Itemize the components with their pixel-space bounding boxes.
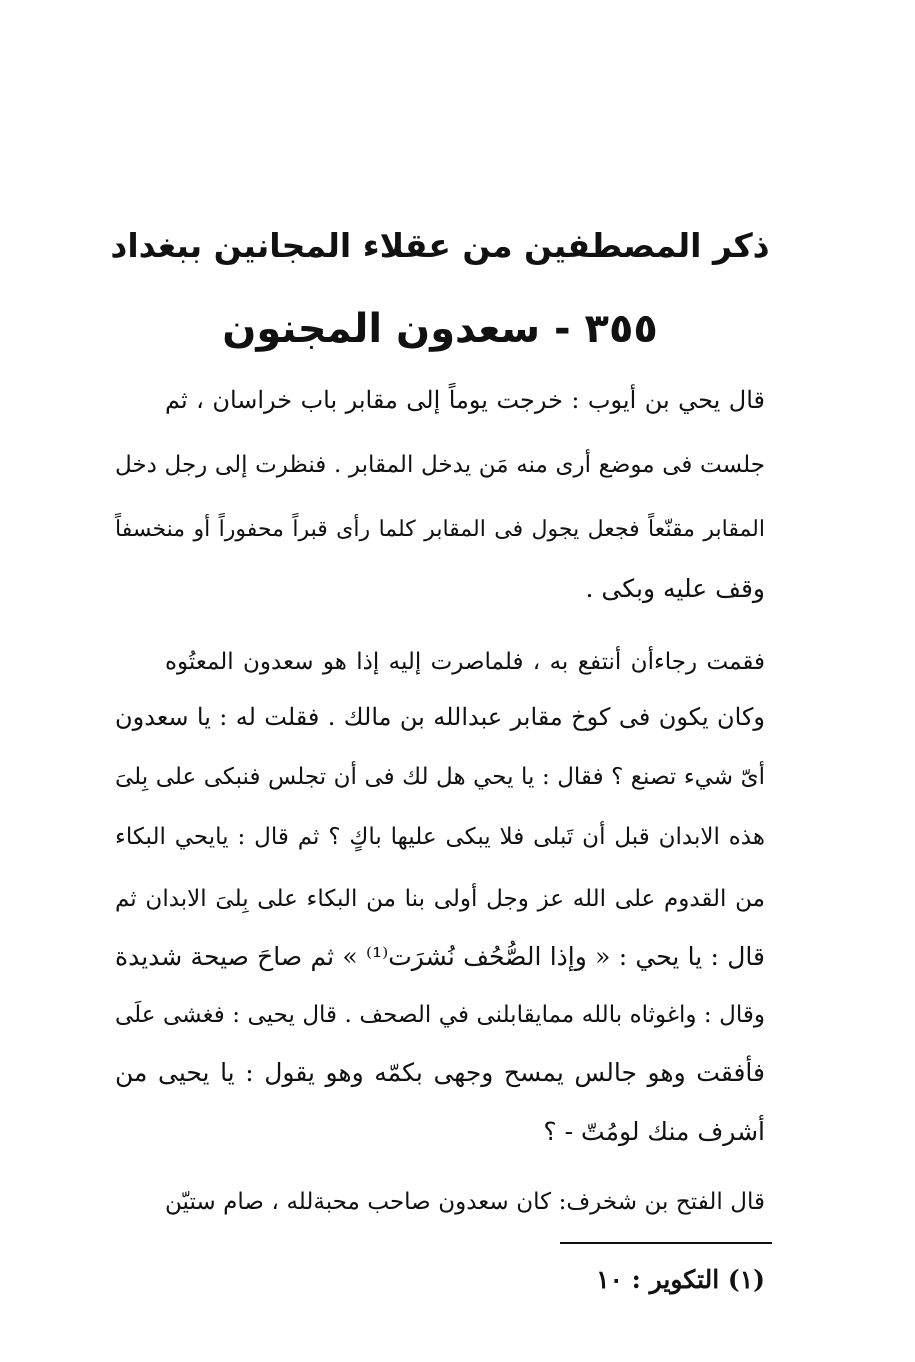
footnote: (١) التكوير : ١٠ [596,1265,765,1294]
text-line: أشرف منك لومُتّ - ؟ [543,1117,765,1146]
chapter-title: ذكر المصطفين من عقلاء المجانين ببغداد [110,226,770,265]
text-line: فقمت رجاءأن أنتفع به ، فلماصرت إليه إذا هو سعدون المعتُوه [165,649,765,675]
text-line: أىّ شيء تصنع ؟ فقال : يا يحي هل لك فى أن تجلس فنبكى على بِلىَ [115,764,765,790]
text-line: فأفقت وهو جالس يمسح وجهى بكمّه وهو يقول : يا يحيى من [115,1058,765,1087]
text-line: وقال : واغوثاه بالله ممايقابلنى في الصحف . قال يحيى : فغشى علَى [115,1002,765,1028]
text-line: جلست فى موضع أرى منه مَن يدخل المقابر . فنظرت إلى رجل دخل [115,452,765,478]
text-line: قال الفتح بن شخرف: كان سعدون صاحب محبةلله ، صام ستيّن [165,1189,765,1215]
text-line: قال : يا يحي : « وإذا الصُّحُف نُشرَت⁽¹⁾ » ثم صاحَ صيحة شديدة [115,942,766,971]
section-title: ٣٥٥ - سعدون المجنون [222,306,658,352]
text-line: وكان يكون فى كوخ مقابر عبدالله بن مالك . فقلت له : يا سعدون [115,703,765,731]
footnote-divider [560,1242,772,1244]
text-line: وقف عليه وبكى . [585,574,765,603]
text-line: المقابر مقنّعاً فجعل يجول فى المقابر كلما رأى قبراً محفوراً أو منخسفاً [115,517,765,542]
text-line: قال يحي بن أيوب : خرجت يوماً إلى مقابر باب خراسان ، ثم [165,386,765,414]
text-line: هذه الابدان قبل أن تَبلى فلا يبكى عليها باكٍ ؟ ثم قال : يايحي البكاء [115,824,765,850]
text-line: من القدوم على الله عز وجل أولى بنا من البكاء على بِلىَ الابدان ثم [115,886,765,912]
